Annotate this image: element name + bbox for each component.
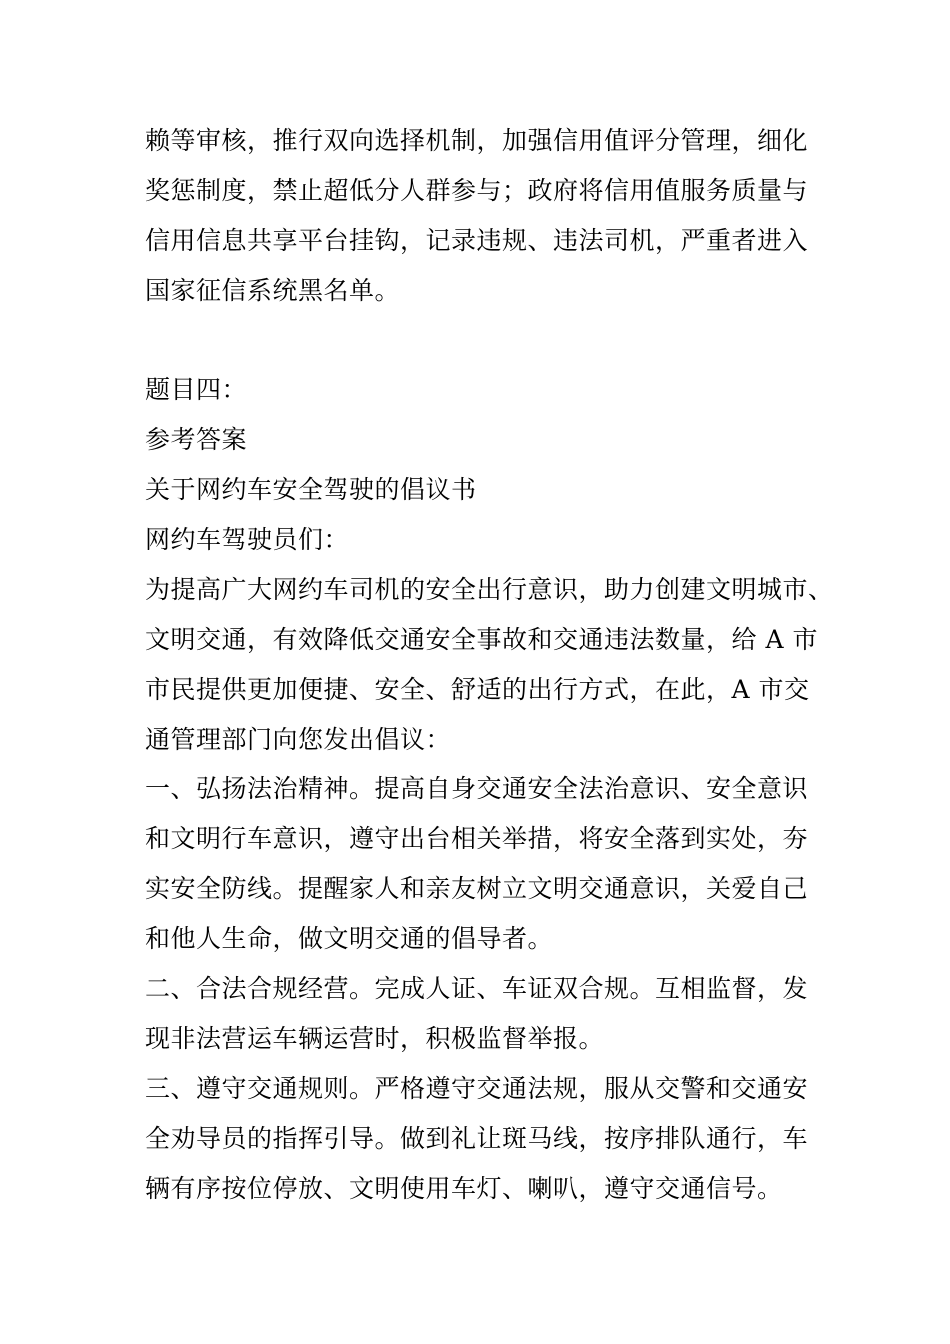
text-line: 信用信息共享平台挂钩，记录违规、违法司机，严重者进入 [145,226,809,255]
text-line: 奖惩制度，禁止超低分人群参与；政府将信用值服务质量与 [145,176,809,205]
text-line: 三、遵守交通规则。严格遵守交通法规，服从交警和交通安 [145,1074,809,1103]
question-heading: 题目四： [145,375,248,404]
document-title: 关于网约车安全驾驶的倡议书 [145,475,477,504]
text-line: 一、弘扬法治精神。提高自身交通安全法治意识、安全意识 [145,774,809,803]
answer-label: 参考答案 [145,425,248,454]
text-line: 和文明行车意识，遵守出台相关举措，将安全落到实处，夯 [145,824,809,853]
text-line: 国家征信系统黑名单。 [145,276,401,305]
text-line: 二、合法合规经营。完成人证、车证双合规。互相监督，发 [145,974,809,1003]
text-line: 通管理部门向您发出倡议： [145,725,452,754]
text-line: 实安全防线。提醒家人和亲友树立文明交通意识，关爱自己 [145,874,809,903]
text-line: 文明交通，有效降低交通安全事故和交通违法数量，给 A 市 [145,625,818,654]
text-line: 市民提供更加便捷、安全、舒适的出行方式，在此，A 市交 [145,675,810,704]
text-line: 赖等审核，推行双向选择机制，加强信用值评分管理，细化 [145,126,809,155]
text-line: 为提高广大网约车司机的安全出行意识，助力创建文明城市、 [145,575,834,604]
text-line: 现非法营运车辆运营时，积极监督举报。 [145,1024,605,1053]
text-line: 辆有序按位停放、文明使用车灯、喇叭，遵守交通信号。 [145,1174,783,1203]
text-line: 和他人生命，做文明交通的倡导者。 [145,924,554,953]
text-line: 全劝导员的指挥引导。做到礼让斑马线，按序排队通行，车 [145,1124,809,1153]
salutation: 网约车驾驶员们： [145,525,350,554]
